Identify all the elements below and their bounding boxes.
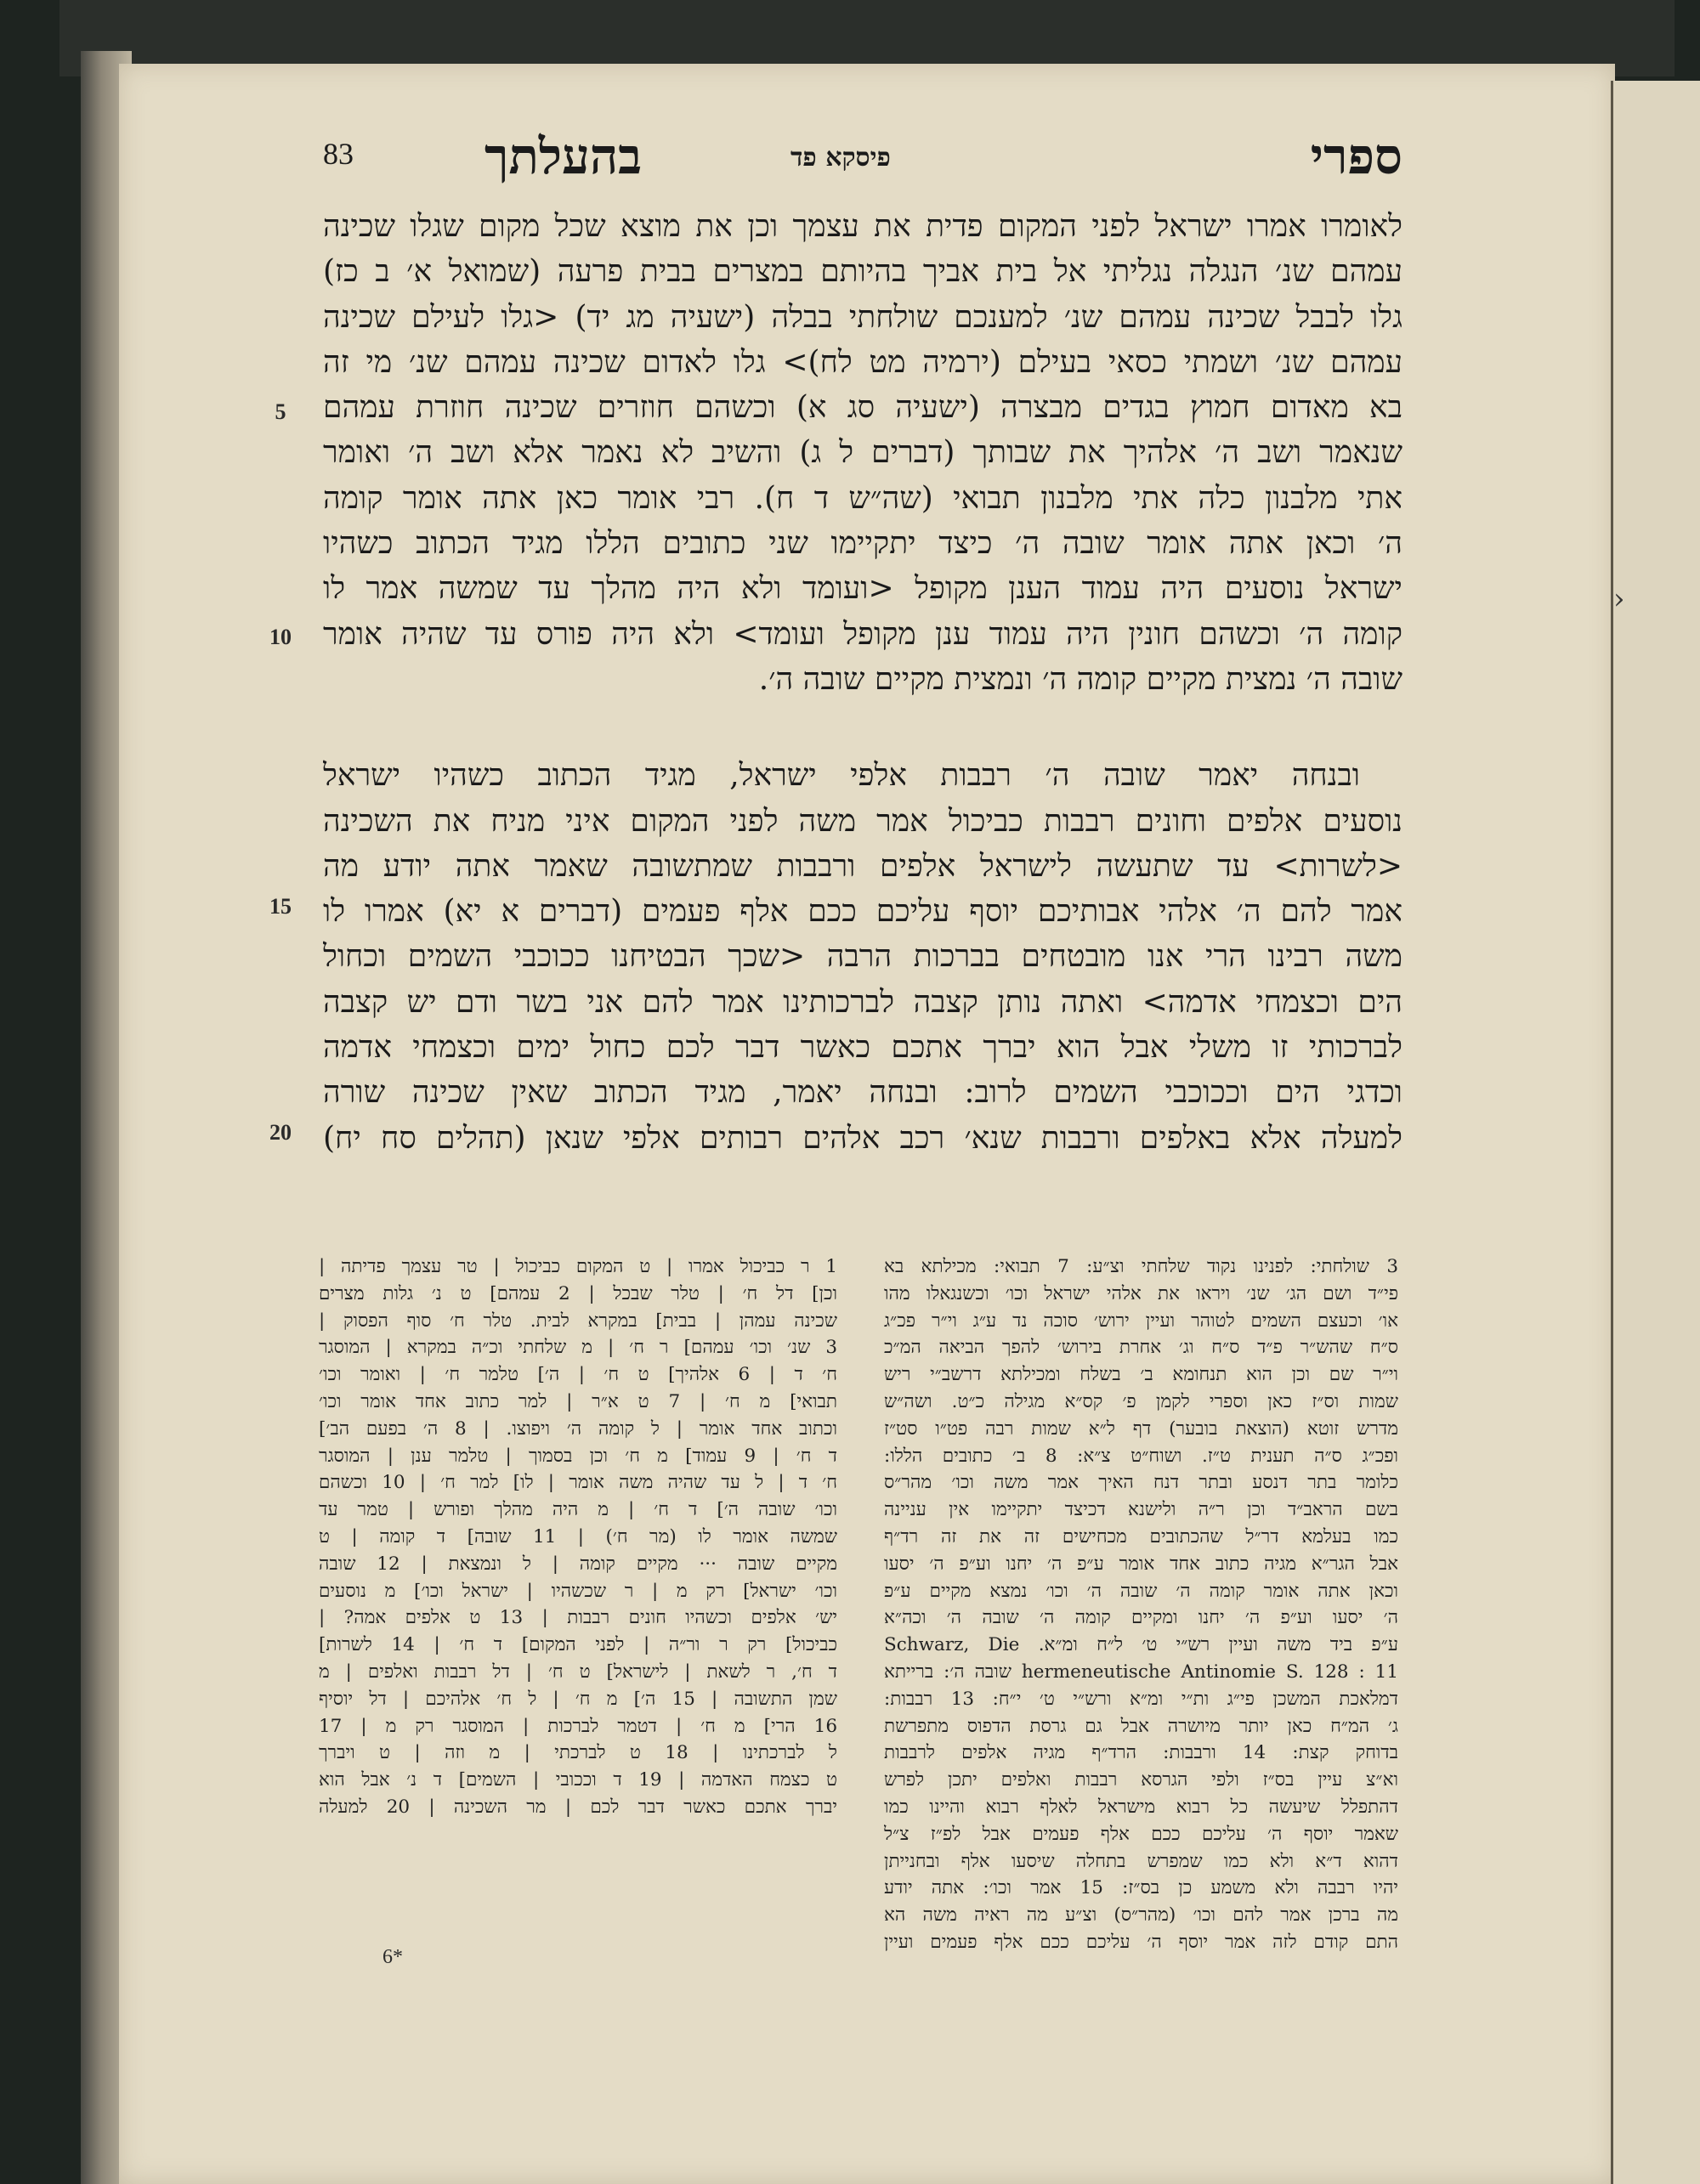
commentary-notes <box>884 1253 1398 1956</box>
note-line: דהתפלל שיעשה כל רבוא מישראל לאלף רבוא והיינו כמו <box>884 1796 1398 1818</box>
text-line: אתי מלבנון כלה אתי מלבנון תבואי (שה״ש ד ח). רבי אומר כאן אתה אומר קומה <box>323 480 1402 516</box>
note-line: ט כצמח האדמה | 19 ד וככובי | השמים] ד נ׳ אבל הוא <box>319 1769 837 1791</box>
text-line: גלו לבבל שכינה עמהם שנ׳ למענכם שולחתי בבלה (ישעיה מג יד) <גלו לעילם שכינה <box>323 299 1402 335</box>
note-line: 1 ר כביכול אמרו | ט המקום כביכול | טר עצמך פדיתה | <box>319 1256 837 1277</box>
text-line: לברכותי זו משלי אבל הוא יברך אתכם כאשר דבר לכם כחול ימים וכצמחי אדמה <box>323 1030 1402 1066</box>
note-line: וי״ר שם וכן הוא תנחומא ב׳ בשלח ומכילתא דרשב״י ריש <box>884 1364 1398 1386</box>
text-line: קומה ה׳ וכשהם חונין היה עמוד ענן מקופל ועומד> ולא היה פורס עד שהיה אומר <box>323 616 1402 652</box>
text-line: <לשרות> עד שתעשה לישראל אלפים ורבבות שמתשובה שאמר אתה יודע מה <box>323 848 1402 884</box>
text-line: אמר להם ה׳ אלהי אבותיכם יוסף עליכם ככם אלף פעמים (דברים א יא) אמרו לו <box>323 894 1402 930</box>
note-line: מה ברכן אמר להם וכו׳ (מהר״ס) וצ״ע מה ראיה משה הא <box>884 1904 1398 1927</box>
text-line: נוסעים אלפים וחונים רבבות כביכול אמר משה לפני המקום איני מניח את השכינה <box>323 803 1402 839</box>
note-line: יברך אתכם כאשר דבר לכם | מר השכינה | 20 למעלה <box>319 1796 837 1818</box>
text-line: לאומרו אמרו ישראל לפני המקום פדית את עצמך וכן את מוצא שכל מקום שגלו שכינה <box>323 209 1402 244</box>
line-number-20: 20 <box>269 1120 292 1145</box>
text-line: ה׳ וכאן אתה אומר שובה ה׳ כיצד יתקיימו שני כתובים הללו מגיד הכתוב כשהיו <box>323 526 1402 562</box>
note-line: או׳ וכעצם השמים לטוהר ועיין ירוש׳ סוכה נד ע״ג וי״ר פכ״ג <box>884 1310 1398 1332</box>
note-line: תבואי] מ ח׳ | 7 ט א״ר | למר כתוב אחד אומר וכו׳ <box>319 1390 837 1412</box>
text-line: ישראל נוסעים היה עמוד הענן מקופל <ועומד ולא היה מהלך עד שמשה אמר לו <box>323 571 1402 607</box>
note-line: בשם הראב״ד וכן ר״ה ולישנא דכיצד יתקיימו אין עניינה <box>884 1499 1398 1521</box>
note-line: דמלאכת המשכן פי״ג ות״י ומ״א ורש״י ט׳ י״ח: 13 רבבות: <box>884 1688 1398 1710</box>
note-line: שמשה אומר לו (מר ח׳) | 11 שובה] ד קומה | ט <box>319 1525 837 1547</box>
facing-page-edge <box>1611 81 1700 2184</box>
note-line: ופכ״ג ס״ה תענית ט״ז. ושוח״ט צ״א: 8 ב׳ כתובים הללו: <box>884 1445 1398 1467</box>
note-line: אבל הגר״א מגיה כתוב אחד אומר ע״פ ה׳ יחנו וע״פ ה׳ יסעו <box>884 1553 1398 1575</box>
text-line: שנאמר ושב ה׳ אלהיך את שבותך (דברים ל ג) והשיב לא נאמר אלא ושב ה׳ ואומר <box>323 435 1402 471</box>
note-line: וכאן אתה אומר קומה ה׳ שובה ה׳ וכו׳ נמצא מקיים ע״פ <box>884 1580 1398 1602</box>
note-line: ג׳ המ״ח כאן יותר מיושרה אבל גם גרסת הדפוס מתפרשת <box>884 1715 1398 1737</box>
note-line: ה׳ יסעו וע״פ ה׳ יחנו ומקיים קומה ה׳ שובה ה׳ וכה״א <box>884 1607 1398 1629</box>
note-line: ח׳ ד | 6 אלהיך] ט ח׳ | ה׳] טלמר ח׳ | ואומר וכו׳ <box>319 1364 837 1386</box>
note-line: דהוא ד״א ולא כמו שמפרש בתחלה שיסעו אלף ובחנייתן <box>884 1850 1398 1872</box>
note-line: יהיו רבבה ולא משמע כן בס״ז: 15 אמר וכו׳: אתה יודע <box>884 1877 1398 1899</box>
page-number: 83 <box>323 137 354 171</box>
note-line: ע״פ ביד משה ועיין רש״י ט׳ ל״ח ומ״א. Schwarz, Die <box>884 1634 1398 1656</box>
note-line: בדוחק קצת: 14 ורבבות: הרד״ף מגיה אלפים לרבבות <box>884 1742 1398 1764</box>
text-line: עמהם שנ׳ הנגלה נגליתי אל בית אביך בהיותם במצרים בבית פרעה (שמואל א׳ ב כז) <box>323 254 1402 290</box>
note-line: ד ח׳ | 9 עמוד] מ ח׳ וכן בסמוך | טלמר ענן | המוסגר <box>319 1445 837 1467</box>
note-line: שמות וס״ז כאן וספרי לקמן פ׳ קס״א מגילה כ״ט. ושה״ש <box>884 1390 1398 1412</box>
note-line: ל לברכתינו | 18 ט לברכתי | מ וזה | ט ויברך <box>319 1742 837 1764</box>
piska-label: פיסקא פד <box>790 143 891 173</box>
note-line: 16 הרי] מ ח׳ | דטמר לברכות | המוסגר רק מ | 17 <box>319 1715 837 1737</box>
note-line: כלומר בתר דנסע ובתר דנח האיך אמר משה וכו׳ מהר״ס <box>884 1472 1398 1494</box>
note-line: פי״ד ושם הג׳ שנ׳ ויראו את אלהי ישראל וכו׳ וכשנגאלו מהו <box>884 1282 1398 1304</box>
line-number-5: 5 <box>275 399 286 424</box>
variant-readings-apparatus <box>319 1253 837 1821</box>
printer-signature-mark: 6* <box>382 1946 403 1968</box>
page-mark: › <box>1613 582 1625 616</box>
text-line: שובה ה׳ נמצית מקיים קומה ה׳ ונמצית מקיים שובה ה׳. <box>758 661 1402 697</box>
main-text <box>323 204 1402 1161</box>
note-line: התם קודם לזה אמר יוסף ה׳ עליכם ככם אלף פעמים ועיין <box>884 1931 1398 1953</box>
text-line: משה רבינו הרי אנו מובטחים בברכות הרבה <שכך הבטיחנו ככוכבי השמים וכחול <box>323 939 1402 975</box>
line-number-15: 15 <box>269 894 292 919</box>
line-number-10: 10 <box>269 625 292 649</box>
paragraph-gap <box>323 702 1402 753</box>
note-line: hermeneutische Antinomie S. 128 : 11 שובה ה׳: ברייתא <box>884 1661 1398 1683</box>
text-line: עמהם שנ׳ ושמתי כסאי בעילם (ירמיה מט לח)> גלו לאדום שכינה עמהם שנ׳ מי זה <box>323 344 1402 380</box>
note-line: כביכול] רק ר ור״ה | לפני המקום] ד ח׳ | 14 לשרות] <box>319 1634 837 1656</box>
text-line: וכדגי הים וככוכבי השמים לרוב: ובנחה יאמר, מגיד הכתוב שאין שכינה שורה <box>323 1075 1402 1111</box>
note-line: ס״ח שהש״ר פ״ד ס״ח וג׳ אחרת בירוש׳ להפך הביאה המ״כ <box>884 1337 1398 1359</box>
note-line: וכתוב אחד אומר | ל קומה ה׳ ויפוצו. | 8 ה׳ בפעם הב׳] <box>319 1417 837 1440</box>
note-line: מדרש זוטא (הוצאת בובער) דף ל״א שמות רבה פט״ו סט״ז <box>884 1417 1398 1440</box>
note-line: שמן התשובה | 15 ה׳] מ ח׳ | ל ח׳ אלהיכם | דל יוסיף <box>319 1688 837 1710</box>
text-line: למעלה אלא באלפים ורבבות שנא׳ רכב אלהים רבותים אלפי שנאן (תהלים סח יח) <box>323 1120 1402 1156</box>
note-line: וכו׳ שובה ה׳] ד ח׳ | מ היה מהלך ופורש | טמר עד <box>319 1499 837 1521</box>
note-line: וא״צ עיין בס״ז ולפי הגרסא רבבות ואלפים יתכן לפרש <box>884 1769 1398 1791</box>
text-line: ובנחה יאמר שובה ה׳ רבבות אלפי ישראל, מגיד הכתוב כשהיו ישראל <box>323 758 1360 794</box>
note-line: 3 שולחתי: לפנינו נקוד שלחתי וצ״ע: 7 תבואי: מכילתא בא <box>884 1256 1398 1277</box>
note-line: וכן] דל ח׳ | טלר שבכל | 2 עמהם] ט נ׳ גלות מצרים <box>319 1282 837 1304</box>
note-line: יש׳ אלפים וכשהיו חונים רבבות | 13 ט אלפים אמה? | <box>319 1607 837 1629</box>
text-line: בא מאדום חמוץ בגדים מבצרה (ישעיה סג א) וכשהם חוזרים שכינה חוזרת עמהם <box>323 390 1402 426</box>
book-title: ספרי <box>1310 127 1402 185</box>
note-line: ד ח׳, ר לשאת | לישראל] ט ח׳ | דל רבבות ואלפים | מ <box>319 1661 837 1683</box>
note-line: כמו בעלמא דר״ל שהכתובים מכחישים זה את זה רד״ף <box>884 1525 1398 1547</box>
section-title: בהעלתך <box>484 127 643 185</box>
note-line: וכו׳ ישראל] רק מ | ר שכשהיו | ישראל וכו׳] מ נוסעים <box>319 1580 837 1602</box>
note-line: ח׳ ד | ל עד שהיה משה אומר | לו] למר ח׳ | 10 וכשהם <box>319 1472 837 1494</box>
note-line: שאמר יוסף ה׳ עליכם ככם אלף פעמים אבל לפ״ז צ״ל <box>884 1823 1398 1845</box>
note-line: 3 שנ׳ וכו׳ עמהם] ר ח׳ | מ שלחתי וכ״ה במקרא | המוסגר <box>319 1337 837 1359</box>
text-line: הים וכצמחי אדמה> ואתה נותן קצבה לברכותינו אמר להם אני בשר ודם יש קצבה <box>323 984 1402 1020</box>
note-line: שכינה עמהן | בבית] במקרא לבית. טלר ח׳ סוף הפסוק | <box>319 1310 837 1332</box>
note-line: מקיים שובה ··· מקיים קומה | ל ונמצאת | 12 שובה <box>319 1553 837 1575</box>
page-header <box>314 127 1402 195</box>
